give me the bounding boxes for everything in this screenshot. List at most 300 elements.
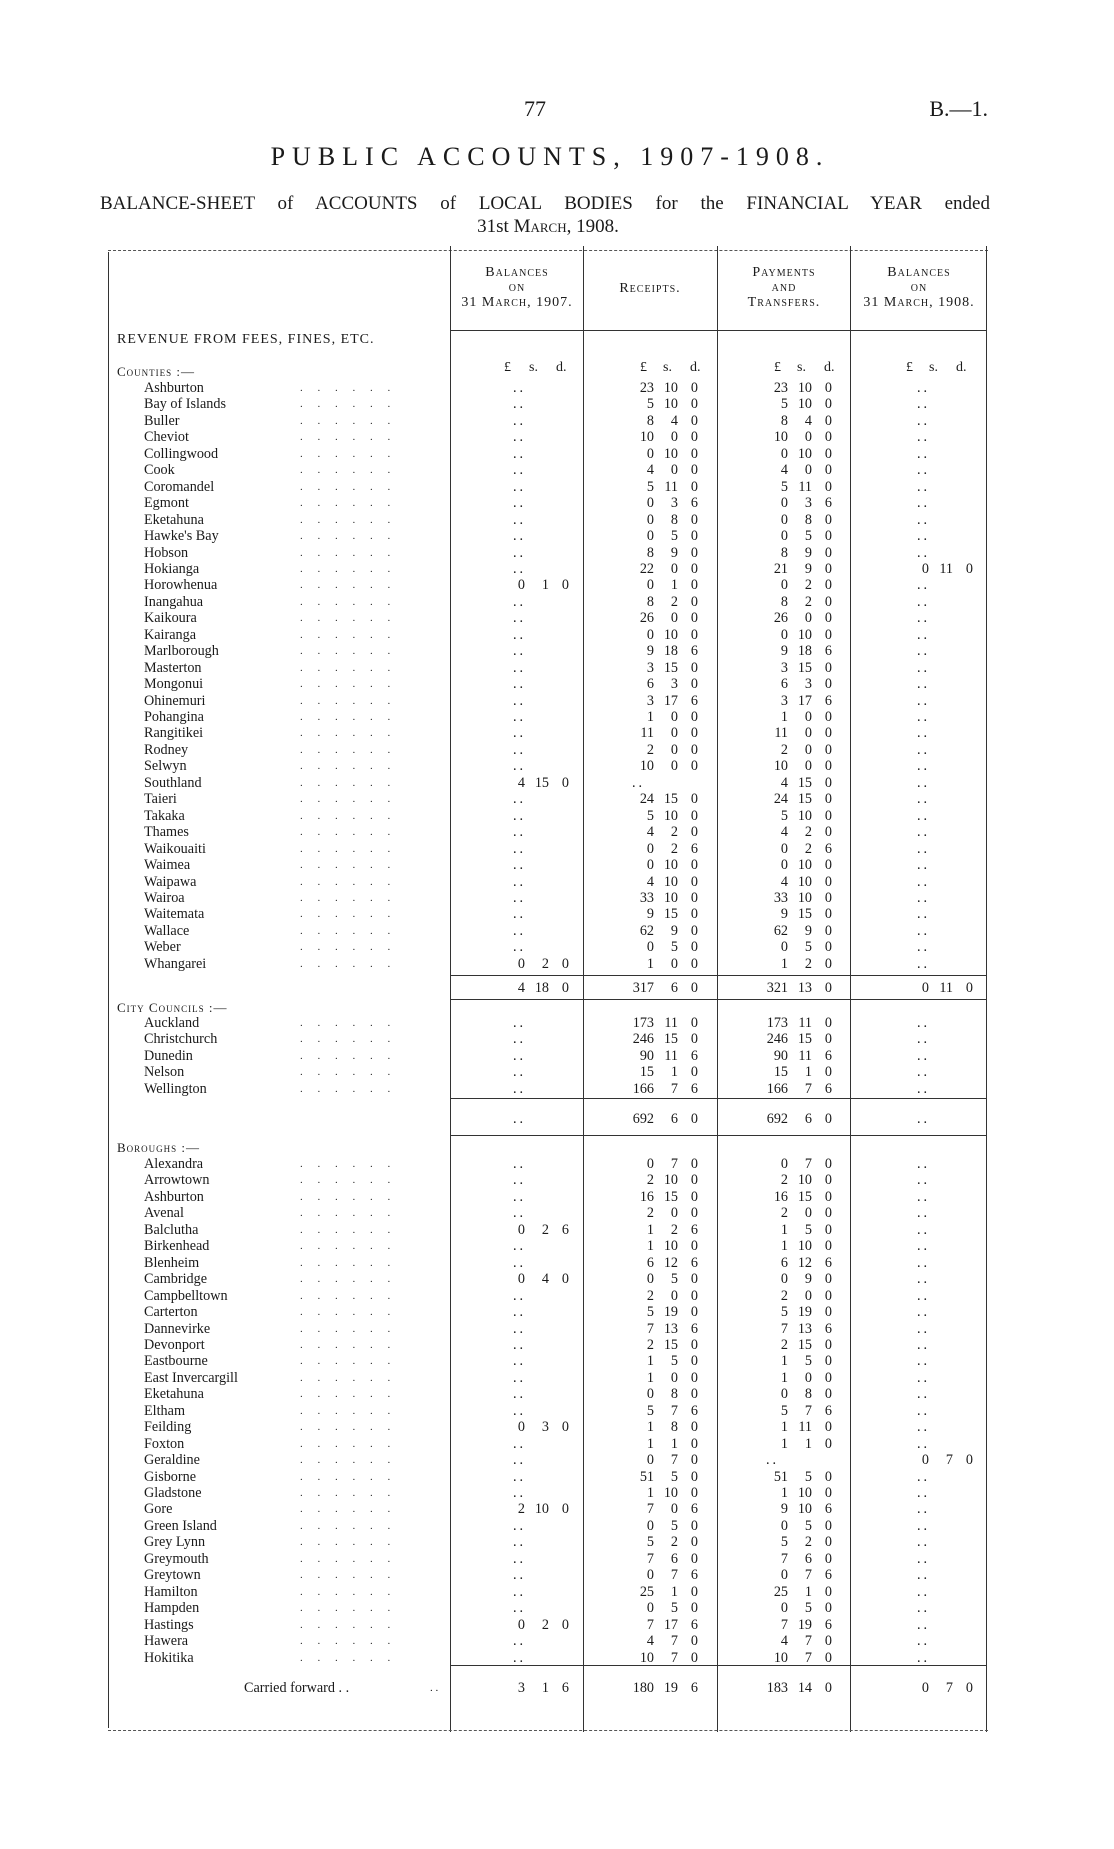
shillings: 0 (670, 741, 678, 758)
amount-b2 (903, 775, 973, 791)
shillings: 7 (670, 1649, 678, 1666)
empty-placeholder: .. (513, 1238, 527, 1255)
empty-placeholder: .. (513, 1304, 527, 1321)
row-label: Avenal (144, 1205, 184, 1222)
amount-p (752, 1567, 832, 1583)
leader-dots: . . . . . . (300, 1082, 397, 1095)
table-row (0, 545, 1114, 561)
amount-b2 (903, 742, 973, 758)
amount-r (618, 1081, 698, 1097)
amount-r (618, 1238, 698, 1254)
amount-r (618, 1015, 698, 1031)
pence: 0 (690, 593, 698, 610)
shillings: 15 (663, 1188, 678, 1205)
amount-r (618, 709, 698, 725)
shillings: 8 (670, 1386, 678, 1403)
amount-p (752, 1271, 832, 1287)
pence: 6 (690, 1616, 698, 1633)
pence: 6 (824, 1501, 832, 1518)
shillings: 15 (797, 659, 812, 676)
pence: 0 (824, 922, 832, 939)
shillings: 19 (663, 1680, 678, 1696)
amount-r (618, 1064, 698, 1080)
amount-b1 (499, 1567, 569, 1583)
amount-b1 (499, 1015, 569, 1031)
table-row (0, 1469, 1114, 1485)
empty-placeholder: .. (917, 1254, 931, 1271)
carried-forward-r (618, 1680, 698, 1696)
pounds: 1 (646, 709, 654, 725)
pounds: 8 (780, 593, 788, 610)
amount-r (618, 429, 698, 445)
document-reference: B.—1. (929, 96, 988, 121)
shillings: 10 (797, 857, 812, 874)
empty-placeholder: .. (513, 1336, 527, 1353)
pounds: 0 (517, 1616, 525, 1633)
shillings: 10 (663, 1172, 678, 1189)
pounds: 0 (780, 857, 788, 874)
shillings: 11 (664, 1047, 678, 1064)
row-label: Hawera (144, 1633, 189, 1650)
empty-placeholder: .. (513, 741, 527, 758)
leader-dots: . . . . . . (300, 1404, 397, 1417)
amount-b1 (499, 1436, 569, 1452)
pounds: 0 (780, 1386, 788, 1403)
amount-p (752, 1419, 832, 1435)
amount-p (752, 939, 832, 955)
amount-b1 (499, 980, 569, 996)
pence: 6 (690, 840, 698, 857)
carried-forward-row (0, 1680, 1114, 1696)
empty-placeholder: .. (917, 626, 931, 643)
pence: 0 (824, 593, 832, 610)
amount-p (752, 824, 832, 840)
pounds: 5 (646, 807, 654, 824)
pence: 0 (690, 1583, 698, 1600)
amount-b1 (499, 446, 569, 462)
leader-dots: . . . . . . (300, 382, 397, 394)
pence: 0 (824, 1583, 832, 1600)
pence: 0 (824, 1172, 832, 1189)
amount-b1 (499, 1048, 569, 1064)
amount-r (618, 1370, 698, 1386)
row-label: Devonport (144, 1336, 205, 1353)
pounds: 4 (646, 873, 654, 890)
empty-placeholder: .. (917, 1015, 931, 1031)
pounds: 183 (766, 1680, 788, 1696)
shillings: 1 (670, 1064, 678, 1081)
col-header-line: Transfers. (747, 295, 821, 310)
empty-placeholder: .. (513, 1517, 527, 1534)
amount-r (618, 1205, 698, 1221)
shillings: 7 (804, 1402, 812, 1419)
amount-p (752, 627, 832, 643)
col-header-line: Balances (887, 265, 951, 280)
row-label: Greymouth (144, 1550, 209, 1567)
shillings: 0 (670, 1369, 678, 1386)
empty-placeholder: .. (513, 676, 527, 693)
pence: 0 (690, 676, 698, 693)
pounds: 0 (780, 1600, 788, 1617)
amount-b2 (903, 1111, 973, 1127)
amount-r (618, 1321, 698, 1337)
amount-r (618, 939, 698, 955)
empty-placeholder: .. (917, 1156, 931, 1172)
pence: 0 (824, 741, 832, 758)
pounds: 6 (780, 676, 788, 693)
amount-r (618, 594, 698, 610)
row-label: Wairoa (144, 889, 185, 906)
leader-dots: . . . . . . (300, 760, 397, 773)
pence: 0 (690, 659, 698, 676)
pence: 0 (690, 1353, 698, 1370)
shillings: 6 (670, 1550, 678, 1567)
pence: 0 (824, 462, 832, 479)
pounds: 0 (921, 980, 929, 996)
amount-b2 (903, 561, 973, 577)
table-row (0, 725, 1114, 741)
amount-r (618, 1567, 698, 1583)
shillings: 10 (663, 445, 678, 462)
shillings: 6 (804, 1550, 812, 1567)
shillings: 0 (670, 1501, 678, 1518)
col-header-line: 31 March, 1908. (863, 295, 975, 310)
empty-placeholder: .. (917, 1064, 931, 1081)
amount-r (618, 791, 698, 807)
pounds: 1 (646, 955, 654, 972)
pence: 0 (824, 824, 832, 841)
table-row (0, 1436, 1114, 1452)
table-row (0, 1189, 1114, 1205)
amount-b1 (499, 413, 569, 429)
amount-r (618, 1650, 698, 1666)
pence: 0 (824, 1336, 832, 1353)
pence: 6 (824, 1567, 832, 1584)
pounds: 0 (780, 1271, 788, 1288)
pence-unit: d. (956, 360, 967, 375)
shillings: 3 (804, 676, 812, 693)
leader-dots: . . . . . . (300, 1158, 397, 1170)
empty-placeholder: .. (917, 1111, 931, 1127)
shillings: 11 (939, 560, 953, 577)
shillings: 1 (541, 577, 549, 594)
amount-p (752, 980, 832, 996)
amount-b1 (499, 791, 569, 807)
amount-b1 (499, 495, 569, 511)
empty-placeholder: .. (513, 1287, 527, 1304)
table-row (0, 1386, 1114, 1402)
amount-r (618, 1436, 698, 1452)
amount-b2 (903, 1452, 973, 1468)
shillings: 15 (797, 906, 812, 923)
leader-dots: . . . . . . (300, 1306, 397, 1319)
pounds: 3 (780, 692, 788, 709)
row-label: Gore (144, 1501, 173, 1518)
pounds: 0 (646, 1567, 654, 1584)
shillings: 17 (663, 692, 678, 709)
row-label: Taieri (144, 791, 177, 808)
empty-placeholder: .. (513, 1583, 527, 1600)
row-label: Hokianga (144, 560, 200, 577)
amount-b2 (903, 643, 973, 659)
amount-b2 (903, 725, 973, 741)
amount-b1 (499, 857, 569, 873)
empty-placeholder: .. (513, 1353, 527, 1370)
amount-p (752, 429, 832, 445)
amount-b2 (903, 1015, 973, 1031)
empty-placeholder: .. (917, 1485, 931, 1501)
shillings: 15 (534, 774, 549, 791)
shillings: 9 (670, 544, 678, 561)
table-row (0, 1337, 1114, 1353)
pence: 0 (690, 873, 698, 890)
pounds: 10 (773, 429, 788, 446)
pounds: 0 (646, 840, 654, 857)
empty-placeholder: .. (917, 725, 931, 742)
col-header-line: Payments (752, 265, 816, 280)
amount-b2 (903, 824, 973, 840)
amount-r (618, 1111, 698, 1127)
shillings: 5 (670, 1353, 678, 1370)
pounds: 1 (646, 1353, 654, 1370)
pounds: 7 (780, 1616, 788, 1633)
row-label: Whangarei (144, 955, 207, 972)
leader-dots: . . . . . . (300, 727, 397, 740)
leader-dots: . . . . . . (300, 1240, 397, 1253)
shillings: 0 (804, 1205, 812, 1222)
shillings: 6 (670, 1111, 678, 1127)
amount-r (618, 495, 698, 511)
pence: 0 (690, 1435, 698, 1452)
row-label: Eastbourne (144, 1353, 208, 1370)
pounds: 2 (517, 1501, 525, 1518)
amount-p (752, 1304, 832, 1320)
row-label: Rodney (144, 741, 189, 758)
empty-placeholder: .. (513, 824, 527, 841)
amount-p (752, 841, 832, 857)
pence-unit: d. (690, 360, 701, 375)
amount-r (618, 479, 698, 495)
table-row (0, 446, 1114, 462)
amount-r (618, 610, 698, 626)
shillings: 5 (804, 1600, 812, 1617)
amount-b2 (903, 1064, 973, 1080)
pence: 0 (690, 1188, 698, 1205)
shillings: 0 (670, 725, 678, 742)
pence: 0 (690, 1550, 698, 1567)
amount-b1 (499, 1156, 569, 1172)
empty-placeholder: .. (513, 791, 527, 808)
pence: 0 (690, 1336, 698, 1353)
pence: 0 (824, 478, 832, 495)
row-label: Arrowtown (144, 1172, 210, 1189)
pence: 0 (824, 626, 832, 643)
pounds: 10 (773, 758, 788, 775)
row-label: Cook (144, 462, 175, 479)
amount-r (618, 561, 698, 577)
pence: 0 (561, 577, 569, 594)
empty-placeholder: .. (917, 955, 931, 972)
pence: 0 (690, 511, 698, 528)
table-row (0, 1353, 1114, 1369)
pence: 0 (965, 560, 973, 577)
table-row (0, 1650, 1114, 1666)
empty-placeholder: .. (513, 1633, 527, 1650)
row-label: Buller (144, 412, 180, 429)
pence: 0 (690, 577, 698, 594)
pence: 0 (824, 906, 832, 923)
amount-b2 (903, 1551, 973, 1567)
amount-p (752, 725, 832, 741)
pence: 0 (824, 1015, 832, 1031)
pounds: 5 (646, 396, 654, 413)
amount-b1 (499, 1271, 569, 1287)
pence: 0 (824, 1221, 832, 1238)
amount-p (752, 1584, 832, 1600)
amount-b2 (903, 1650, 973, 1666)
subtitle-date-month: March (513, 216, 567, 237)
pence: 0 (824, 610, 832, 627)
amount-b1 (499, 479, 569, 495)
pounds: 0 (646, 1386, 654, 1403)
shillings: 15 (797, 774, 812, 791)
leader-dots: . . . . . . (300, 1174, 397, 1187)
pounds: 180 (632, 1680, 654, 1696)
leader-dots: . . . . . . (300, 1049, 397, 1062)
amount-p (752, 1534, 832, 1550)
empty-placeholder: .. (513, 906, 527, 923)
amount-r (618, 1485, 698, 1501)
amount-p (752, 1485, 832, 1501)
amount-b2 (903, 1156, 973, 1172)
pence: 0 (824, 939, 832, 956)
amount-b2 (903, 1485, 973, 1501)
pounds: 4 (780, 873, 788, 890)
empty-placeholder: .. (632, 774, 646, 791)
shillings: 7 (804, 1633, 812, 1650)
shillings: 1 (670, 577, 678, 594)
pence: 0 (690, 741, 698, 758)
shillings: 10 (663, 396, 678, 413)
amount-b1 (499, 1222, 569, 1238)
amount-r (618, 1600, 698, 1616)
pounds: 0 (780, 1156, 788, 1172)
pound-sign: £ (640, 360, 647, 375)
shillings: 2 (670, 840, 678, 857)
empty-placeholder: .. (513, 1156, 527, 1172)
empty-placeholder: .. (513, 1386, 527, 1403)
empty-placeholder: .. (513, 1172, 527, 1189)
amount-p (752, 1370, 832, 1386)
pounds: 0 (780, 445, 788, 462)
empty-placeholder: .. (917, 478, 931, 495)
amount-r (618, 1551, 698, 1567)
shillings: 0 (804, 725, 812, 742)
table-row (0, 396, 1114, 412)
leader-dots: . . . . . . (300, 497, 397, 510)
shillings: 10 (663, 1238, 678, 1255)
table-row (0, 874, 1114, 890)
shillings: 0 (804, 610, 812, 627)
pence: 0 (690, 1271, 698, 1288)
pounds: 0 (780, 511, 788, 528)
amount-p (752, 446, 832, 462)
shillings: 10 (663, 380, 678, 396)
shillings: 4 (670, 412, 678, 429)
row-label: Rangitikei (144, 725, 204, 742)
shillings: 0 (804, 709, 812, 725)
amount-b1 (499, 1172, 569, 1188)
row-label: Grey Lynn (144, 1534, 206, 1551)
amount-p (752, 874, 832, 890)
shillings: 15 (797, 1188, 812, 1205)
row-label: Waipawa (144, 873, 197, 890)
leader-dots: . . . . . . (300, 875, 397, 888)
pence: 0 (690, 1419, 698, 1436)
amount-b1 (499, 660, 569, 676)
pence: 0 (561, 1271, 569, 1288)
row-label: Birkenhead (144, 1238, 210, 1255)
amount-r (618, 676, 698, 692)
carried-forward-b2 (903, 1680, 973, 1696)
table-row (0, 594, 1114, 610)
amount-r (618, 1617, 698, 1633)
empty-placeholder: .. (917, 1238, 931, 1255)
table-row (0, 1304, 1114, 1320)
shillings: 10 (663, 889, 678, 906)
shillings: 10 (534, 1501, 549, 1518)
amount-b2 (903, 709, 973, 725)
amount-b1 (499, 396, 569, 412)
empty-placeholder: .. (513, 528, 527, 545)
empty-placeholder: .. (917, 1047, 931, 1064)
table-row (0, 758, 1114, 774)
shillings: 10 (797, 445, 812, 462)
pence: 0 (824, 1600, 832, 1617)
leader-dots: . . . . . . (300, 612, 397, 625)
empty-placeholder: .. (917, 1271, 931, 1288)
amount-p (752, 1205, 832, 1221)
leader-dots: . . . . . . (300, 842, 397, 855)
shillings: 3 (670, 495, 678, 512)
pence: 6 (690, 1047, 698, 1064)
empty-placeholder: .. (513, 1534, 527, 1551)
row-label: Foxton (144, 1435, 185, 1452)
page-title: PUBLIC ACCOUNTS, 1907-1908. (270, 142, 830, 171)
pounds: 0 (646, 528, 654, 545)
amount-r (618, 577, 698, 593)
pounds: 62 (773, 922, 788, 939)
col-header-line: and (771, 280, 797, 295)
pence: 0 (824, 1435, 832, 1452)
shillings: 5 (670, 1271, 678, 1288)
leader-dots: . . . . . . (300, 1569, 397, 1582)
pence: 0 (824, 1680, 832, 1696)
pounds: 4 (517, 774, 525, 791)
shillings: 0 (670, 560, 678, 577)
amount-r (618, 693, 698, 709)
amount-p (752, 1222, 832, 1238)
shillings: 18 (663, 643, 678, 660)
pounds: 10 (773, 1649, 788, 1666)
pounds: 0 (780, 840, 788, 857)
leader-dots: . . . . . . (300, 464, 397, 477)
shillings: 12 (797, 1254, 812, 1271)
empty-placeholder: .. (917, 758, 931, 775)
table-row (0, 1452, 1114, 1468)
leader-dots: . . . . . . (300, 1223, 397, 1236)
amount-b2 (903, 1633, 973, 1649)
